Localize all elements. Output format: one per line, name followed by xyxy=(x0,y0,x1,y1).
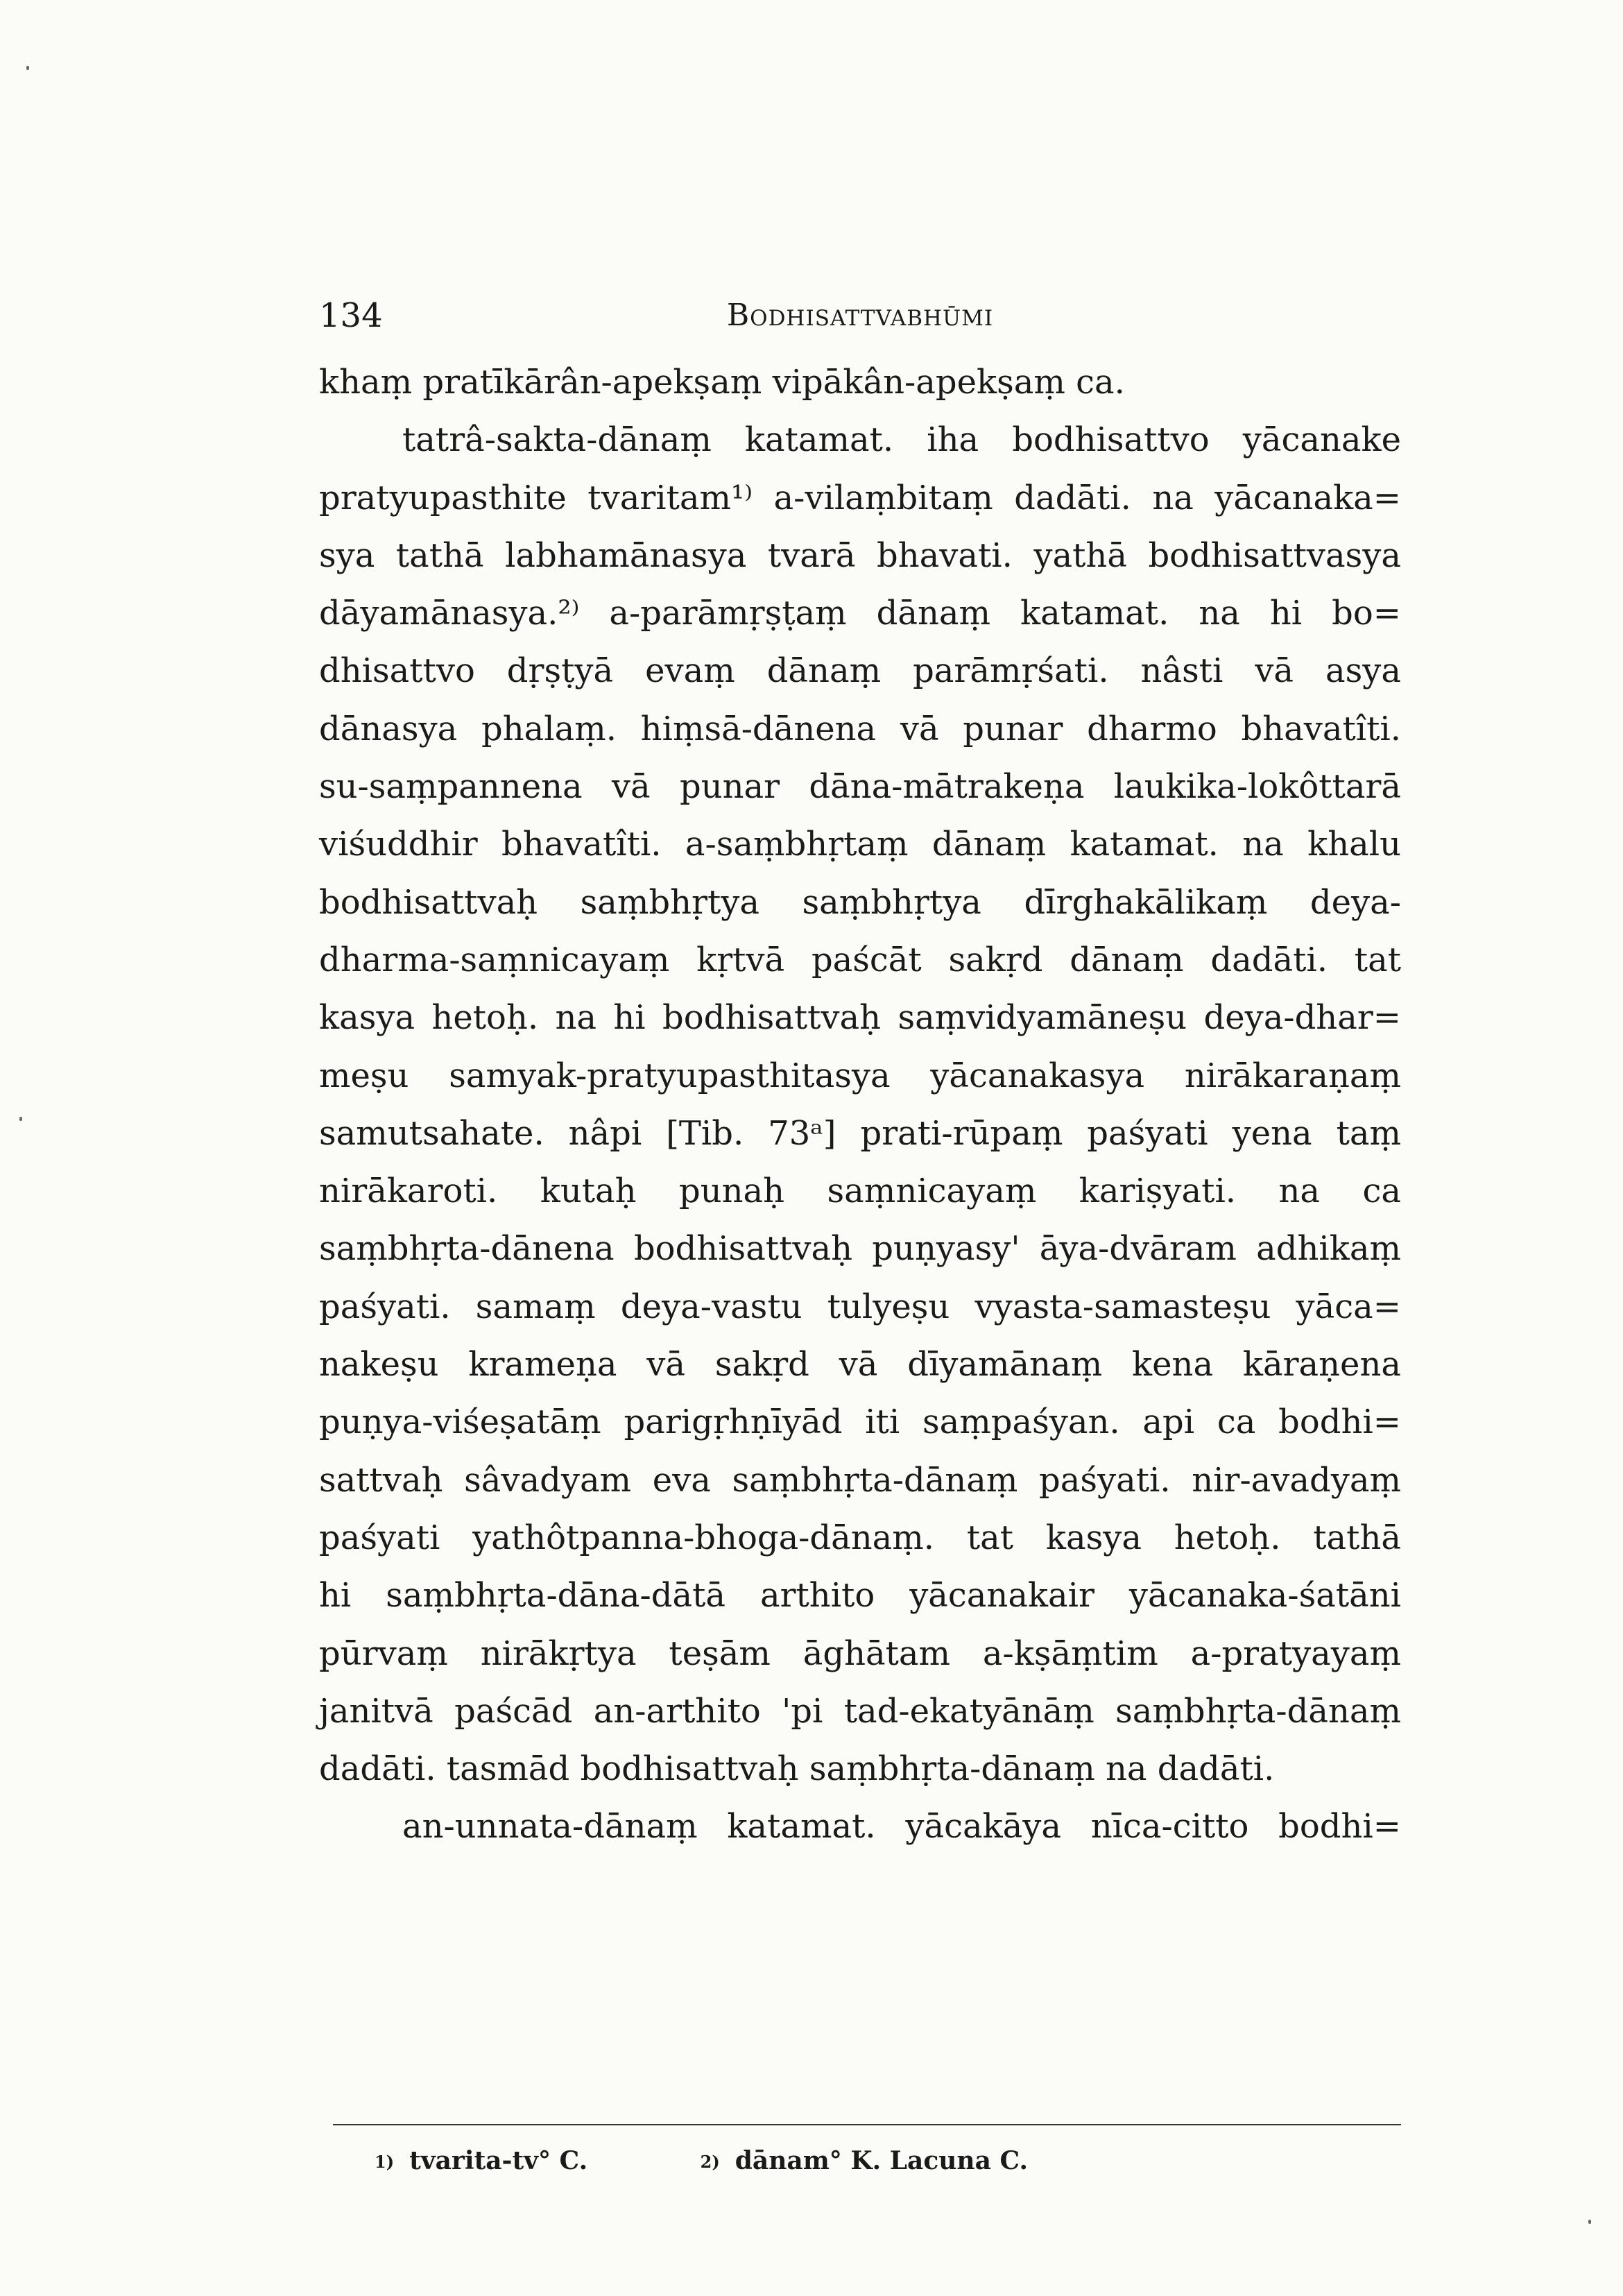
text-line: dadāti. tasmād bodhisattvaḥ saṃbhṛta-dānaṃ na dadāti. xyxy=(319,1749,1275,1789)
text-line: pratyupasthite tvaritam¹⁾ a-vilaṃbitaṃ dadāti. na yācanaka= xyxy=(319,478,1401,517)
text-line: hi saṃbhṛta-dāna-dātā arthito yācanakair yācanaka-śatāni xyxy=(319,1576,1401,1616)
scan-speck xyxy=(1588,2220,1591,2224)
footnote-marker: 2) xyxy=(700,2152,720,2172)
text-line: paśyati yathôtpanna-bhoga-dānaṃ. tat kasya hetoḥ. tathā xyxy=(319,1518,1401,1557)
footnote xyxy=(701,2140,1028,2183)
page-header xyxy=(319,291,1401,340)
text-line: kasya hetoḥ. na hi bodhisattvaḥ saṃvidyamāneṣu deya-dhar= xyxy=(319,998,1401,1038)
running-title: Bodhisattvabhūmi xyxy=(726,298,994,333)
text-line: meṣu samyak-pratyupasthitasya yācanakasya nirākaraṇaṃ xyxy=(319,1056,1401,1095)
text-line: an-unnata-dānaṃ katamat. yācakāya nīca-citto bodhi= xyxy=(402,1807,1401,1847)
footnote-text: dānam° K. Lacuna C. xyxy=(735,2146,1029,2175)
text-line: nakeṣu krameṇa vā sakṛd vā dīyamānaṃ kena kāraṇena xyxy=(319,1345,1401,1385)
text-line: dhisattvo dṛṣṭyā evaṃ dānaṃ parāmṛśati. nâsti vā asya xyxy=(319,651,1401,691)
text-line: khaṃ pratīkārân-apekṣaṃ vipākân-apekṣaṃ ca. xyxy=(319,363,1125,402)
text-line: pūrvaṃ nirākṛtya teṣām āghātam a-kṣāṃtim a-pratyayaṃ xyxy=(319,1634,1401,1673)
text-line: su-saṃpannena vā punar dāna-mātrakeṇa laukika-lokôttarā xyxy=(319,767,1401,807)
text-line: samutsahate. nâpi [Tib. 73ᵃ] prati-rūpaṃ paśyati yena taṃ xyxy=(319,1113,1401,1153)
body-text xyxy=(319,354,1401,1856)
text-line: tatrâ-sakta-dānaṃ katamat. iha bodhisattvo yācanake xyxy=(402,420,1401,460)
text-line: saṃbhṛta-dānena bodhisattvaḥ puṇyasy' āya-dvāram adhikaṃ xyxy=(319,1229,1401,1269)
text-line: viśuddhir bhavatîti. a-saṃbhṛtaṃ dānaṃ katamat. na khalu xyxy=(319,825,1401,864)
scan-speck xyxy=(19,1117,22,1121)
footnote xyxy=(375,2140,587,2183)
footnote-text: tvarita-tv° C. xyxy=(409,2146,588,2175)
page-number: 134 xyxy=(319,296,383,335)
text-line: bodhisattvaḥ saṃbhṛtya saṃbhṛtya dīrghakālikaṃ deya- xyxy=(319,882,1401,922)
footnotes xyxy=(375,2140,1387,2183)
scan-speck xyxy=(26,66,29,70)
text-line: paśyati. samaṃ deya-vastu tulyeṣu vyasta-samasteṣu yāca= xyxy=(319,1287,1401,1326)
text-line: sattvaḥ sâvadyam eva saṃbhṛta-dānaṃ paśyati. nir-avadyaṃ xyxy=(319,1460,1401,1500)
text-line: dānasya phalaṃ. hiṃsā-dānena vā punar dharmo bhavatîti. xyxy=(319,709,1401,748)
text-line: nirākaroti. kutaḥ punaḥ saṃnicayaṃ kariṣyati. na ca xyxy=(319,1172,1401,1211)
text-line: sya tathā labhamānasya tvarā bhavati. yathā bodhisattvasya xyxy=(319,536,1401,575)
text-line: puṇya-viśeṣatāṃ parigṛhṇīyād iti saṃpaśyan. api ca bodhi= xyxy=(319,1403,1401,1442)
text-line: janitvā paścād an-arthito 'pi tad-ekatyānāṃ saṃbhṛta-dānaṃ xyxy=(319,1691,1401,1731)
text-line: dharma-saṃnicayaṃ kṛtvā paścāt sakṛd dānaṃ dadāti. tat xyxy=(319,940,1401,979)
footnote-marker: 1) xyxy=(375,2152,395,2172)
footnote-divider xyxy=(333,2124,1401,2125)
text-line: dāyamānasya.²⁾ a-parāmṛṣṭaṃ dānaṃ katamat. na hi bo= xyxy=(319,594,1401,633)
